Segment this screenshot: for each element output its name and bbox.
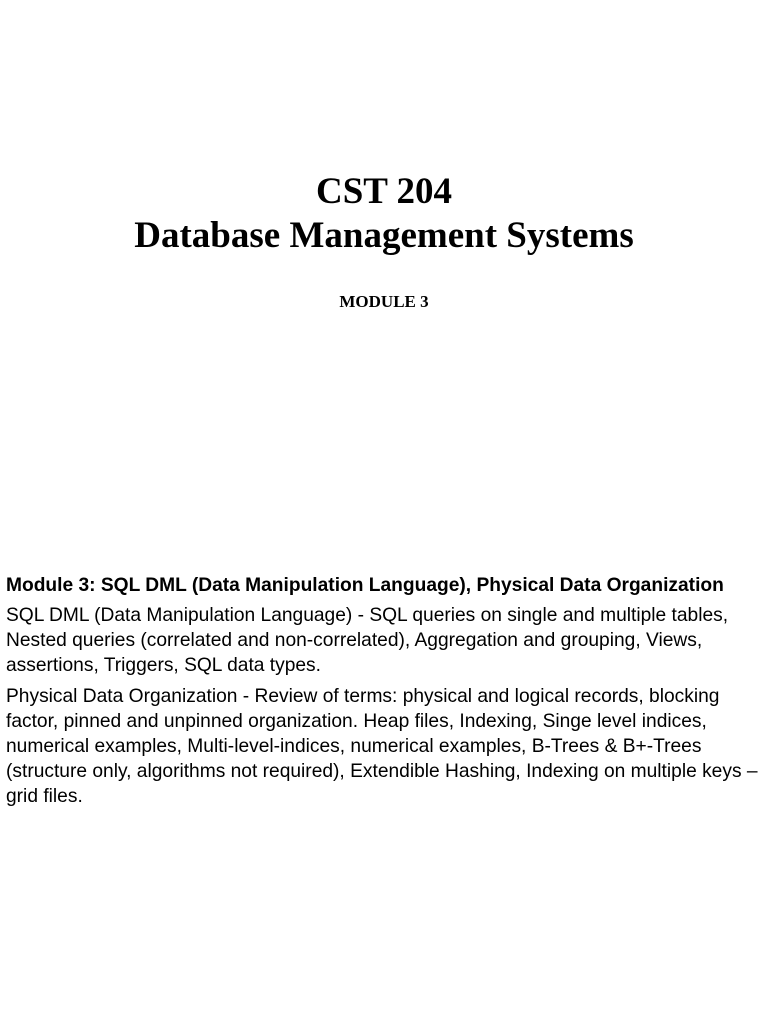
syllabus-paragraph-physical-organization: Physical Data Organization - Review of terms: physical and logical records, blocking factor, pinned and unpinned organization. Heap files, Indexing, Singe level indices, numerical examples, Multi-level-indices, numerical examples, B-Trees & B+-Trees (structure only, algorithms not required), Extendible Hashing, Indexing on multiple keys – grid files. (6, 686, 758, 807)
syllabus-heading: Module 3: SQL DML (Data Manipulation Language), Physical Data Organization (6, 575, 724, 596)
module-label: MODULE 3 (339, 292, 429, 311)
course-code: CST 204 (315, 171, 453, 212)
syllabus-section (6, 573, 762, 815)
title-block (0, 170, 768, 258)
syllabus-paragraph-sql-dml: SQL DML (Data Manipulation Language) - SQL queries on single and multiple tables, Nested queries (correlated and non-correlated), Aggregation and grouping, Views, assertions, Triggers, SQL data types. (6, 605, 729, 676)
course-name: Database Management Systems (134, 215, 634, 256)
